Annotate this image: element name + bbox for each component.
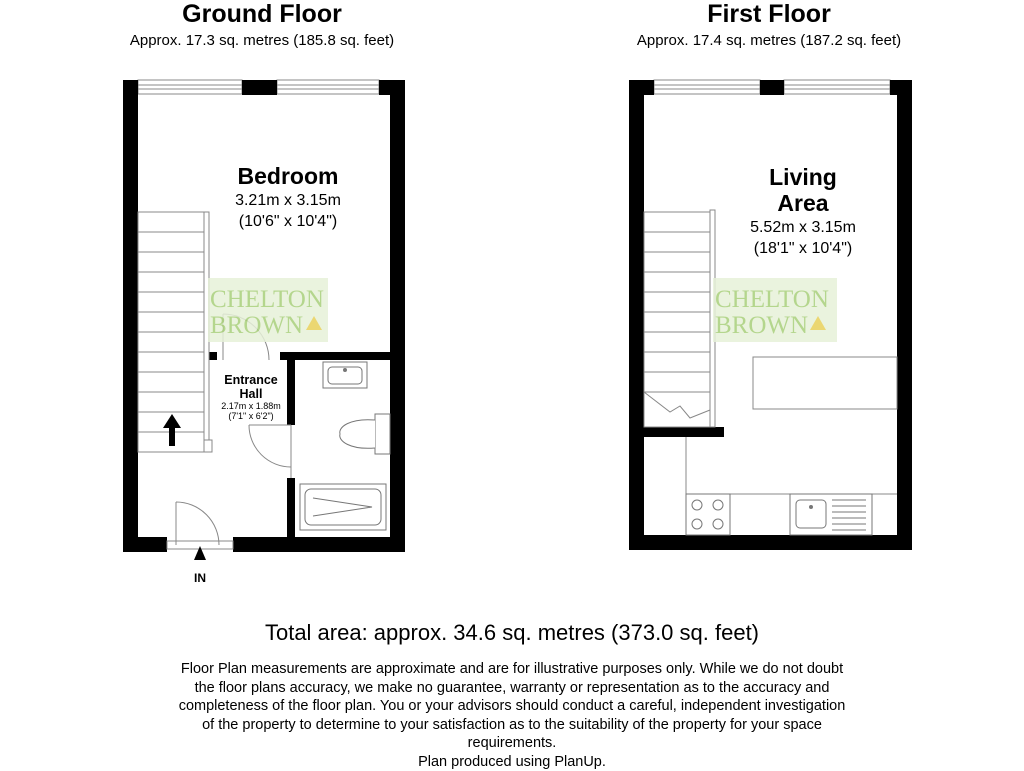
ground-floor-area: Approx. 17.3 sq. metres (185.8 sq. feet) xyxy=(82,32,442,49)
living-area-label xyxy=(750,164,856,257)
first-floor-stairs xyxy=(644,210,715,427)
first-floor-window-right xyxy=(784,80,890,94)
ground-floor-window-right xyxy=(277,80,379,94)
front-door[interactable] xyxy=(167,502,233,549)
bedroom-dim-metric: 3.21m x 3.15m xyxy=(235,192,341,209)
total-area: Total area: approx. 34.6 sq. metres (373.0 sq. feet) xyxy=(0,620,1024,646)
living-dim-metric: 5.52m x 3.15m xyxy=(750,219,856,236)
washbasin xyxy=(323,362,367,388)
first-floor-area: Approx. 17.4 sq. metres (187.2 sq. feet) xyxy=(589,32,949,49)
entrance-arrow-icon xyxy=(194,546,206,560)
bathroom-door[interactable] xyxy=(249,425,291,478)
bathtub xyxy=(300,484,386,530)
hall-label xyxy=(221,373,281,421)
hall-name-line1: Entrance xyxy=(224,373,278,387)
entrance-label: IN xyxy=(194,571,206,585)
watermark-first xyxy=(713,278,837,342)
toilet xyxy=(340,414,390,454)
disclaimer-line: the floor plans accuracy, we make no guarantee, warranty or representation as to the accuracy and xyxy=(140,679,884,698)
disclaimer-line: requirements. xyxy=(140,734,884,753)
watermark-ground-line2: BROWN xyxy=(210,312,303,339)
first-floor-window-left xyxy=(654,80,760,94)
ground-floor-window-left xyxy=(138,80,242,94)
hall-dim-metric: 2.17m x 1.88m xyxy=(221,401,281,411)
bedroom-dim-imperial: (10'6" x 10'4") xyxy=(239,213,337,230)
watermark-first-line2: BROWN xyxy=(715,312,808,339)
watermark-ground xyxy=(208,278,328,342)
disclaimer xyxy=(140,660,884,771)
living-dim-imperial: (18'1" x 10'4") xyxy=(754,240,852,257)
hall-name-line2: Hall xyxy=(240,387,263,401)
ground-floor-stairs xyxy=(138,212,212,452)
watermark-first-line1: CHELTON xyxy=(715,286,829,313)
hob xyxy=(686,494,730,535)
kitchen-sink xyxy=(790,494,872,535)
bedroom-name: Bedroom xyxy=(238,163,339,189)
ground-floor-title: Ground Floor xyxy=(82,0,442,29)
disclaimer-line: completeness of the floor plan. You or your advisors should conduct a careful, independent investigation xyxy=(140,697,884,716)
watermark-ground-line1: CHELTON xyxy=(210,286,324,313)
disclaimer-line: Floor Plan measurements are approximate and are for illustrative purposes only. While we do not doubt xyxy=(140,660,884,679)
disclaimer-line: of the property to determine to your satisfaction as to the suitability of the property for your space xyxy=(140,716,884,735)
living-name-line2: Area xyxy=(777,190,828,216)
hall-dim-imperial: (7'1" x 6'2") xyxy=(228,411,273,421)
living-name-line1: Living xyxy=(769,164,837,190)
kitchen-counters xyxy=(686,357,897,494)
bedroom-label xyxy=(235,163,341,230)
plan-credit: Plan produced using PlanUp. xyxy=(140,753,884,771)
first-floor-title: First Floor xyxy=(589,0,949,29)
stairs-up-arrow-icon xyxy=(163,414,181,446)
